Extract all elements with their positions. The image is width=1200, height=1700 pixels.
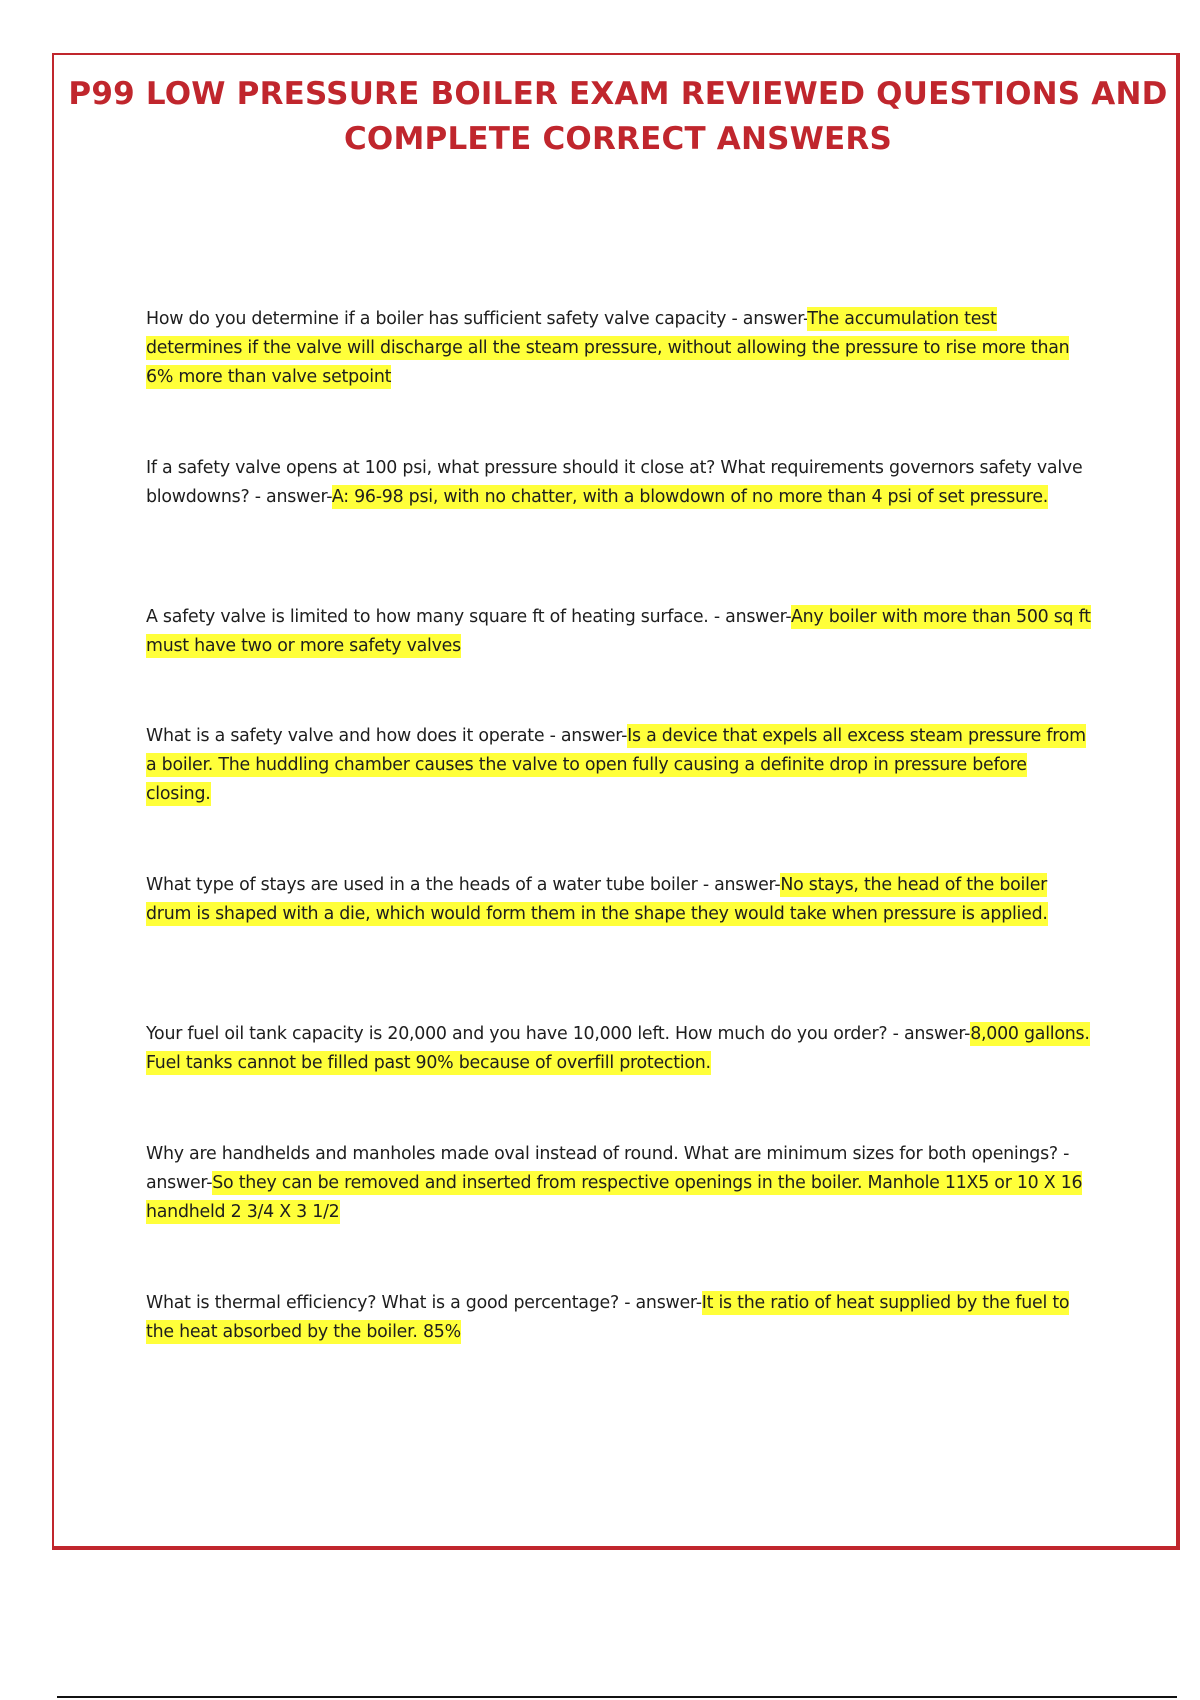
question-text: If a safety valve opens at 100 psi, what pressure should it close at? What requirements governors safety valve blowdowns?: [146, 458, 1083, 507]
answer-separator: - answer-: [887, 1024, 971, 1044]
answer-highlight: Is a device that expels all excess steam pressure from a boiler. The huddling chamber causes the valve to open fully causing a definite drop in pressure before closing.: [146, 726, 1086, 804]
qa-item-2: [146, 454, 1091, 512]
question-text: A safety valve is limited to how many square ft of heating surface.: [146, 607, 709, 627]
qa-item-8: [146, 1289, 1091, 1347]
question-text: What is thermal efficiency? What is a good percentage?: [146, 1293, 619, 1313]
answer-separator: - answer-: [697, 875, 781, 895]
qa-item-3: [146, 603, 1091, 661]
qa-item-1: [146, 305, 1091, 392]
answer-separator: - answer-: [618, 1293, 702, 1313]
answer-separator: - answer-: [249, 487, 332, 507]
qa-list: [146, 305, 1091, 1405]
answer-separator: - answer-: [544, 726, 628, 746]
answer-highlight: A: 96-98 psi, with no chatter, with a blowdown of no more than 4 psi of set pressure.: [331, 487, 1049, 507]
answer-separator: - answer-: [708, 607, 792, 627]
question-text: How do you determine if a boiler has sufficient safety valve capacity: [146, 309, 727, 329]
footer-rule: [57, 1696, 1177, 1698]
answer-highlight: 8,000 gallons. Fuel tanks cannot be filled past 90% because of overfill protection.: [146, 1024, 1090, 1073]
question-text: What is a safety valve and how does it operate: [146, 726, 545, 746]
answer-separator: - answer-: [726, 309, 808, 329]
question-text: Your fuel oil tank capacity is 20,000 and you have 10,000 left. How much do you order?: [146, 1024, 888, 1044]
qa-item-7: [146, 1140, 1091, 1227]
qa-item-4: [146, 722, 1091, 809]
answer-highlight: So they can be removed and inserted from respective openings in the boiler. Manhole 11X5 or 10 X 16 handheld 2 3/4 X 3 1/2: [146, 1173, 1083, 1222]
answer-highlight: It is the ratio of heat supplied by the fuel to the heat absorbed by the boiler. 85%: [146, 1293, 1070, 1342]
answer-highlight: Any boiler with more than 500 sq ft must have two or more safety valves: [146, 607, 1091, 656]
qa-item-5: [146, 871, 1091, 929]
document-title: P99 LOW PRESSURE BOILER EXAM REVIEWED QUESTIONS AND COMPLETE CORRECT ANSWERS: [68, 76, 1168, 157]
question-text: What type of stays are used in a the heads of a water tube boiler: [146, 875, 698, 895]
answer-highlight: The accumulation test determines if the valve will discharge all the steam pressure, without allowing the pressure to rise more than 6% more than valve setpoint: [146, 309, 1070, 387]
question-text: Why are handhelds and manholes made oval instead of round. What are minimum sizes for both openings?: [146, 1144, 1058, 1164]
answer-separator: - answer-: [146, 1144, 1070, 1193]
answer-highlight: No stays, the head of the boiler drum is shaped with a die, which would form them in the shape they would take when pressure is applied.: [146, 875, 1048, 924]
qa-item-6: [146, 1020, 1091, 1078]
